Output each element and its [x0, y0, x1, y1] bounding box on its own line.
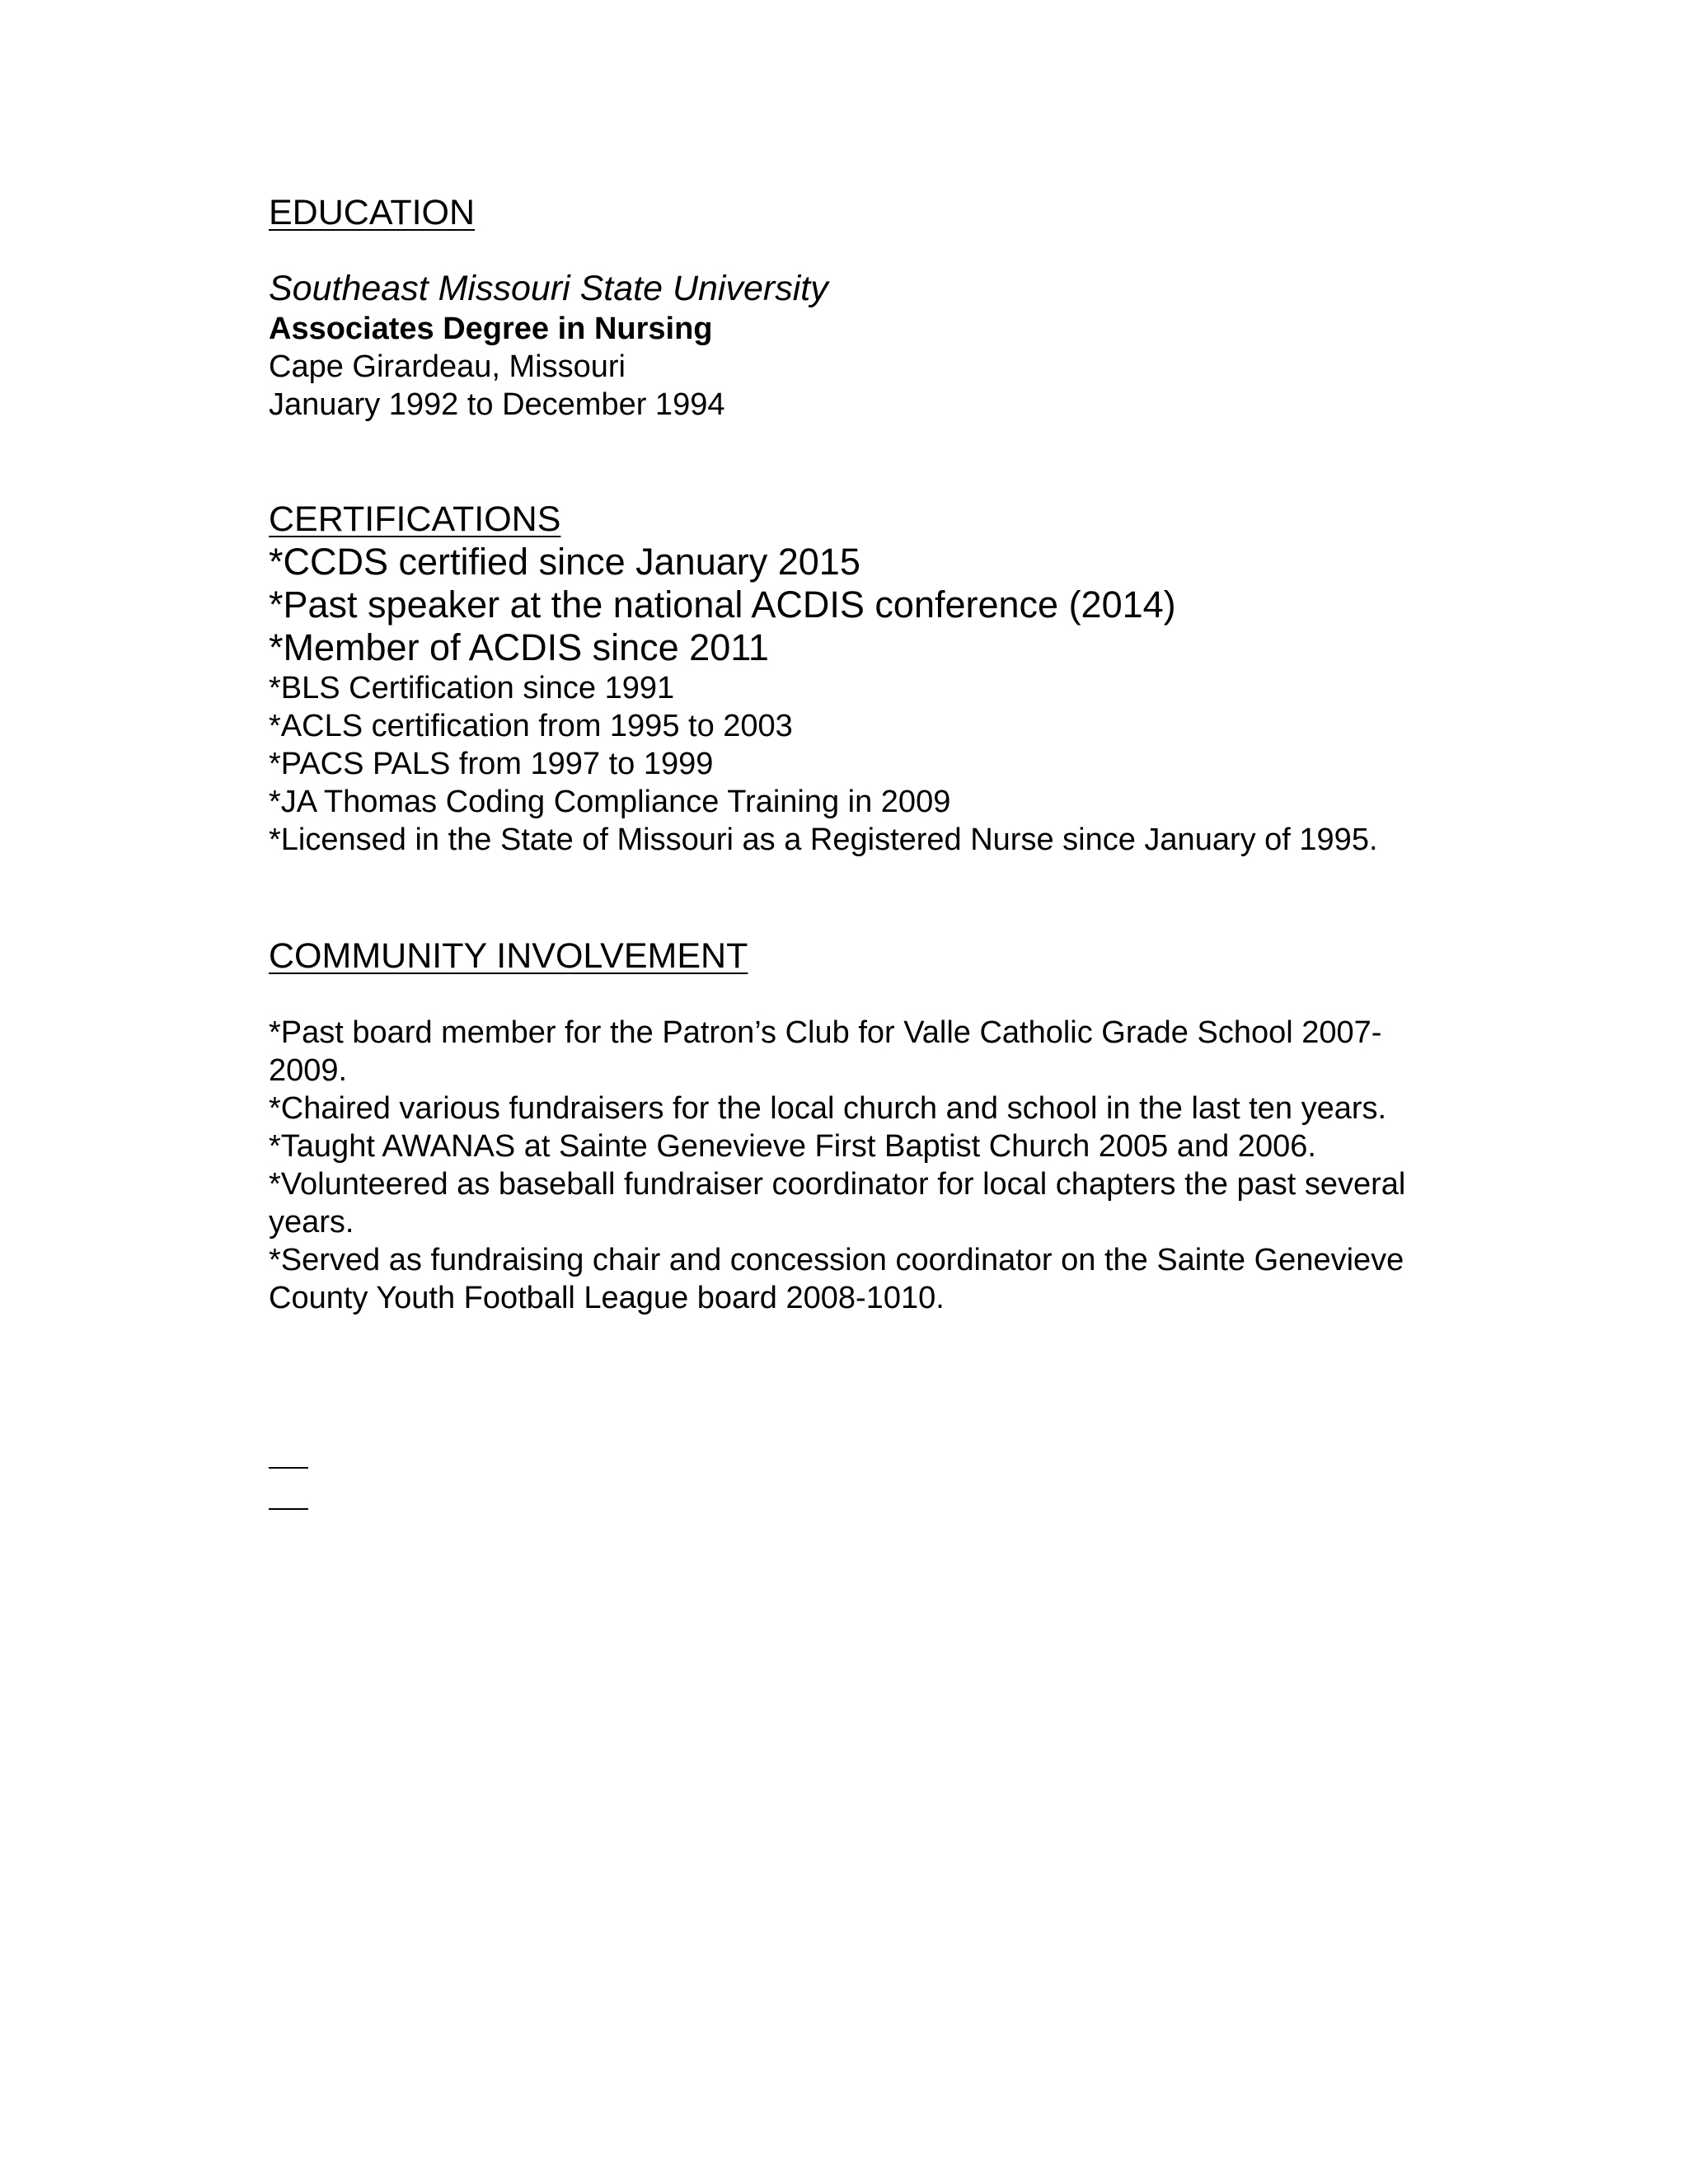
- certifications-section: [269, 498, 1439, 859]
- education-section: [269, 191, 1439, 424]
- horizontal-rule-short: [269, 1508, 308, 1510]
- community-heading: COMMUNITY INVOLVEMENT: [269, 936, 748, 976]
- community-item: *Taught AWANAS at Sainte Genevieve First Baptist Church 2005 and 2006.: [269, 1129, 1316, 1164]
- degree-title: Associates Degree in Nursing: [269, 312, 713, 346]
- community-item: *Past board member for the Patron’s Club for Valle Catholic Grade School 2007-2009.: [269, 1015, 1382, 1088]
- certification-item: *Licensed in the State of Missouri as a Registered Nurse since January of 1995.: [269, 823, 1378, 857]
- resume-content: [269, 191, 1439, 1510]
- community-list: [269, 1014, 1439, 1317]
- certification-item: *BLS Certification since 1991: [269, 671, 675, 705]
- certifications-heading: CERTIFICATIONS: [269, 499, 561, 539]
- certification-item: *CCDS certified since January 2015: [269, 541, 860, 583]
- certification-item: *Member of ACDIS since 2011: [269, 626, 769, 668]
- certification-item: *PACS PALS from 1997 to 1999: [269, 747, 714, 781]
- certification-item: *ACLS certification from 1995 to 2003: [269, 709, 793, 743]
- community-item: *Served as fundraising chair and concession coordinator on the Sainte Genevieve County Youth Football League board 2008-1010.: [269, 1243, 1404, 1315]
- education-location: Cape Girardeau, Missouri: [269, 349, 626, 384]
- education-heading: EDUCATION: [269, 193, 476, 232]
- university-name: Southeast Missouri State University: [269, 269, 828, 308]
- community-item: *Chaired various fundraisers for the local church and school in the last ten years.: [269, 1091, 1387, 1126]
- community-section: [269, 935, 1439, 1317]
- education-dates: January 1992 to December 1994: [269, 387, 725, 422]
- certification-item: *JA Thomas Coding Compliance Training in 2009: [269, 785, 951, 819]
- community-item: *Volunteered as baseball fundraiser coordinator for local chapters the past several years.: [269, 1167, 1406, 1240]
- horizontal-rule-short: [269, 1467, 308, 1469]
- certification-item: *Past speaker at the national ACDIS conference (2014): [269, 583, 1176, 626]
